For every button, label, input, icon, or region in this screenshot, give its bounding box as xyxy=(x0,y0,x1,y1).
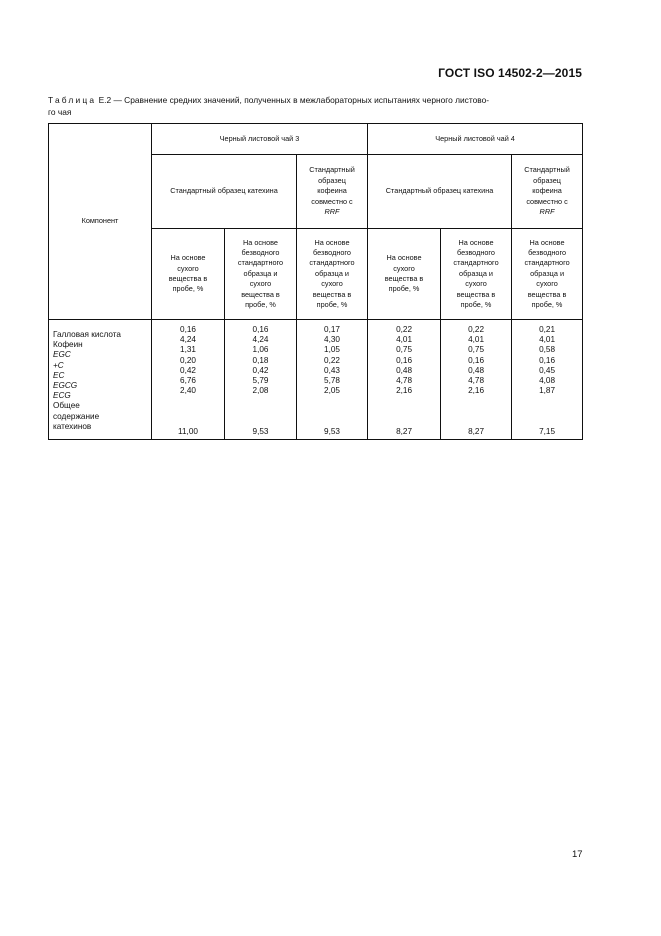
row-label-egcg: EGCG xyxy=(53,381,78,391)
document-standard-number: ГОСТ ISO 14502-2—2015 xyxy=(438,66,582,80)
row-label-gallic-acid: Галловая кислота xyxy=(53,330,121,340)
row-label-total: Общее xyxy=(53,401,80,411)
caption-number: Е.2 xyxy=(98,95,112,105)
value-column-tea3-caffeine-rrf: 0,17 4,30 1,05 0,22 0,43 5,78 2,05 9,53 xyxy=(297,320,368,440)
group-header-tea-3: Черный листовой чай 3 xyxy=(152,124,368,155)
table-caption xyxy=(48,95,582,118)
caption-text: — Сравнение средних значений, полученных в межлабораторных испытаниях черного листово- xyxy=(113,95,490,105)
row-label-total: катехинов xyxy=(53,421,92,431)
value-column-tea4-caffeine-rrf: 0,21 4,01 0,58 0,16 0,45 4,08 1,87 7,15 xyxy=(512,320,583,440)
catechin-reference-header-3: Стандартный образец катехина xyxy=(152,155,297,229)
caffeine-reference-header-4: Стандартный образец кофеина совместно с RRF xyxy=(512,155,583,229)
row-label-caffeine: Кофеин xyxy=(53,340,83,350)
value-column-tea3-anhydrous: 0,16 4,24 1,06 0,18 0,42 5,79 2,08 9,53 xyxy=(225,320,297,440)
component-column xyxy=(49,320,152,440)
page-number: 17 xyxy=(572,849,583,860)
group-header-tea-4: Черный листовой чай 4 xyxy=(368,124,583,155)
row-label-total: содержание xyxy=(53,411,100,421)
anhydrous-basis-header: На основе безводного стандартного образца и сухого вещества в пробе, % xyxy=(441,229,512,320)
caffeine-reference-header-3: Стандартный образец кофеина совместно с RRF xyxy=(297,155,368,229)
anhydrous-basis-header: На основе безводного стандартного образца и сухого вещества в пробе, % xyxy=(225,229,297,320)
value-column-tea3-dry: 0,16 4,24 1,31 0,20 0,42 6,76 2,40 11,00 xyxy=(152,320,225,440)
caption-text-cont: го чая xyxy=(48,106,72,117)
anhydrous-basis-header: На основе безводного стандартного образца и сухого вещества в пробе, % xyxy=(512,229,583,320)
dry-basis-header: На основе сухого вещества в пробе, % xyxy=(368,229,441,320)
comparison-table xyxy=(48,123,583,440)
row-label-ec: EC xyxy=(53,370,65,380)
row-label-egc: EGC xyxy=(53,350,71,360)
row-label-c: +C xyxy=(53,360,64,370)
row-label-ecg: ECG xyxy=(53,391,71,401)
value-column-tea4-anhydrous: 0,22 4,01 0,75 0,16 0,48 4,78 2,16 8,27 xyxy=(441,320,512,440)
dry-basis-header: На основе сухого вещества в пробе, % xyxy=(152,229,225,320)
value-column-tea4-dry: 0,22 4,01 0,75 0,16 0,48 4,78 2,16 8,27 xyxy=(368,320,441,440)
anhydrous-basis-header: На основе безводного стандартного образца и сухого вещества в пробе, % xyxy=(297,229,368,320)
catechin-reference-header-4: Стандартный образец катехина xyxy=(368,155,512,229)
caption-label: Таблица xyxy=(48,95,97,105)
component-header: Компонент xyxy=(49,124,152,320)
